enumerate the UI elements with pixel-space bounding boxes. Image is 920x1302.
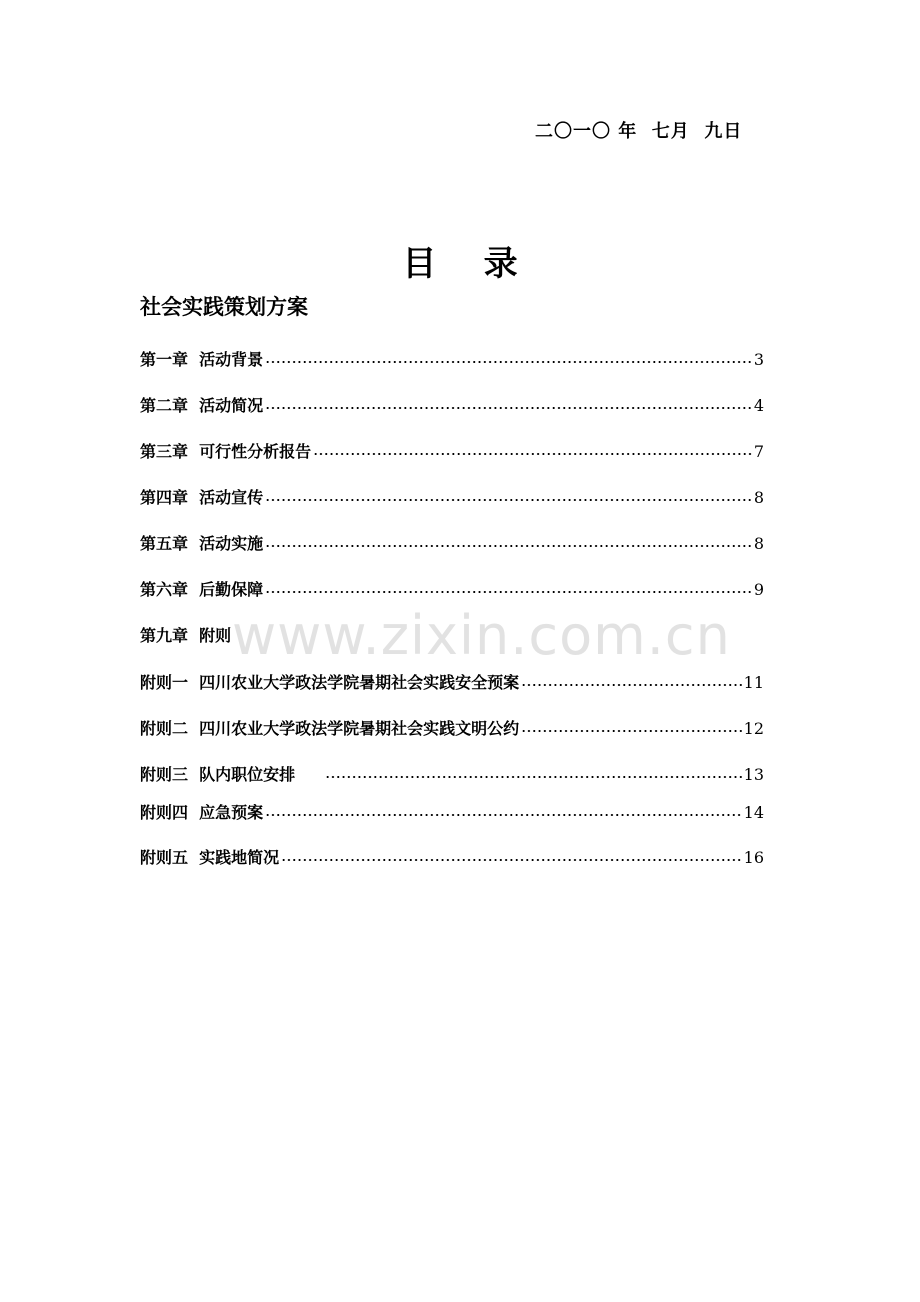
toc-page-number: 9 [753, 580, 764, 599]
toc-leader [265, 360, 752, 364]
toc-chapter: 第三章 [140, 442, 189, 461]
toc-leader [265, 544, 752, 548]
toc-label: 活动简况 [199, 396, 264, 415]
toc-label: 活动宣传 [199, 488, 264, 507]
toc-entry[interactable] [140, 624, 764, 648]
toc-label: 队内职位安排 [199, 765, 296, 784]
toc-label: 四川农业大学政法学院暑期社会实践文明公约 [199, 719, 520, 738]
toc-chapter: 附则五 [140, 848, 189, 867]
toc-page-number: 7 [753, 442, 764, 461]
toc-leader [265, 406, 752, 410]
toc-chapter: 第一章 [140, 350, 189, 369]
toc-chapter: 附则三 [140, 765, 189, 784]
document-date: 二〇一〇 年 七月 九日 [535, 121, 743, 142]
toc-label: 应急预案 [199, 803, 264, 822]
toc-page-number: 13 [743, 765, 764, 784]
toc-chapter: 第九章 [140, 626, 189, 645]
toc-chapter: 附则四 [140, 803, 189, 822]
toc-chapter: 第四章 [140, 488, 189, 507]
toc-title: 目 录 [402, 244, 518, 284]
toc-chapter: 附则二 [140, 719, 189, 738]
toc-entry[interactable] [140, 846, 764, 870]
toc-entry[interactable] [140, 532, 764, 556]
toc-entry[interactable] [140, 486, 764, 510]
toc-label: 实践地简况 [199, 848, 280, 867]
toc-entry[interactable] [140, 348, 764, 372]
toc-entry[interactable] [140, 801, 764, 825]
toc-leader [521, 683, 741, 687]
toc-page-number: 16 [743, 848, 764, 867]
watermark: www.zixin.com.cn [232, 604, 731, 667]
toc-leader [313, 452, 752, 456]
toc-page-number: 11 [743, 673, 764, 692]
toc-label: 活动实施 [199, 534, 264, 553]
toc-label: 后勤保障 [199, 580, 264, 599]
toc-leader [325, 775, 742, 779]
toc-entry[interactable] [140, 440, 764, 464]
document-heading: 社会实践策划方案 [140, 294, 308, 319]
toc-page-number: 4 [753, 396, 764, 415]
toc-entry[interactable] [140, 671, 764, 695]
toc-label: 四川农业大学政法学院暑期社会实践安全预案 [199, 673, 520, 692]
toc-entry[interactable] [140, 578, 764, 602]
toc-entry[interactable] [140, 717, 764, 741]
toc-page-number: 12 [743, 719, 764, 738]
toc-chapter: 第二章 [140, 396, 189, 415]
toc-label: 可行性分析报告 [199, 442, 312, 461]
toc-leader [265, 813, 741, 817]
toc-leader [521, 729, 741, 733]
toc-leader [265, 498, 752, 502]
toc-entry[interactable] [140, 394, 764, 418]
toc-label: 活动背景 [199, 350, 264, 369]
toc-label: 附则 [199, 626, 232, 645]
toc-page-number: 3 [753, 350, 764, 369]
toc-chapter: 第五章 [140, 534, 189, 553]
toc-chapter: 第六章 [140, 580, 189, 599]
toc-leader [265, 590, 752, 594]
toc-page-number: 8 [753, 488, 764, 507]
toc-page-number: 14 [743, 803, 764, 822]
toc-page-number: 8 [753, 534, 764, 553]
toc-chapter: 附则一 [140, 673, 189, 692]
toc-leader [281, 858, 741, 862]
toc-entry[interactable] [140, 763, 764, 787]
